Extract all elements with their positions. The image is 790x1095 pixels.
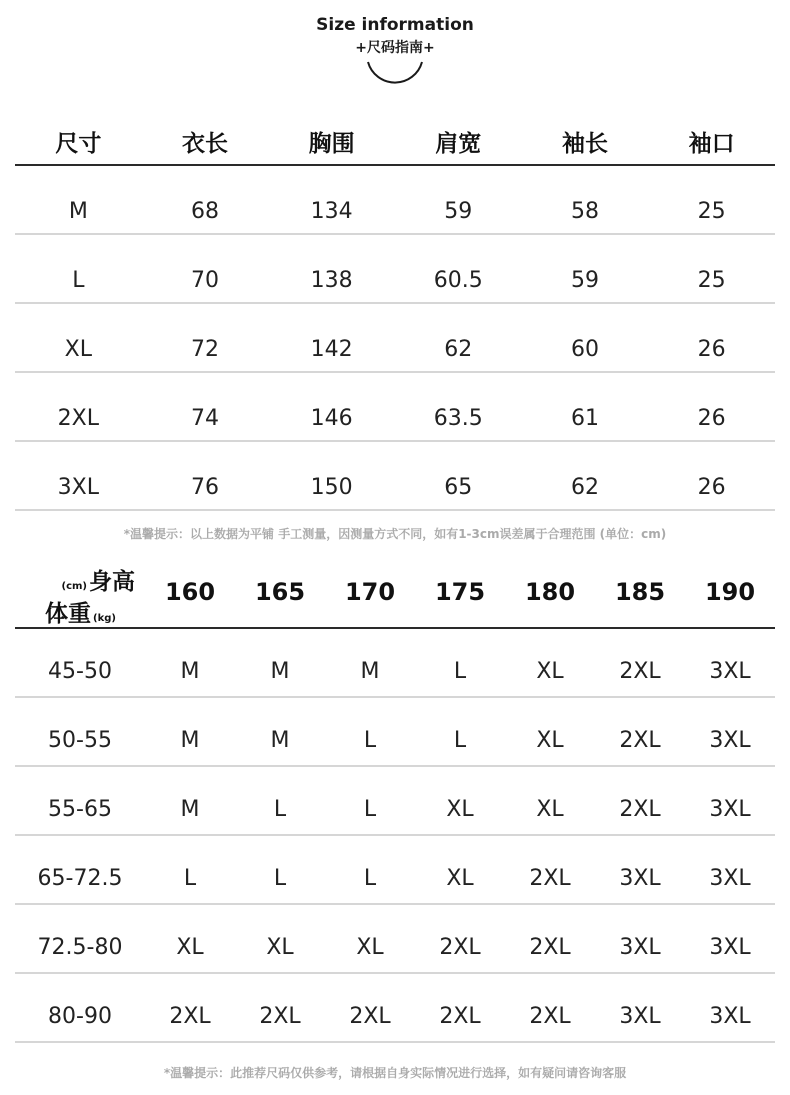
size-cell: M xyxy=(235,697,325,766)
height-axis-label: (cm)身高 xyxy=(61,569,135,595)
size-cell: XL xyxy=(505,766,595,835)
table-cell: 61 xyxy=(522,372,649,441)
recommendation-note: *温馨提示：此推荐尺码仅供参考，请根据自身实际情况进行选择，如有疑问请咨询客服 xyxy=(163,1066,627,1080)
size-cell: 2XL xyxy=(415,904,505,973)
table-cell: 65 xyxy=(395,441,522,510)
size-cell: 2XL xyxy=(505,835,595,904)
title-en: Size information xyxy=(316,15,474,35)
garment-size-table xyxy=(15,118,775,511)
size-cell: L xyxy=(325,766,415,835)
size-cell: L xyxy=(415,628,505,697)
weight-cell: 55-65 xyxy=(15,766,145,835)
size-cell: XL xyxy=(505,697,595,766)
table-cell: 62 xyxy=(522,441,649,510)
size-cell: L xyxy=(325,697,415,766)
size-cell: 2XL xyxy=(235,973,325,1042)
size-cell: 2XL xyxy=(595,766,685,835)
table-cell: 63.5 xyxy=(395,372,522,441)
table-cell: L xyxy=(15,234,142,303)
size-cell: XL xyxy=(505,628,595,697)
size-cell: M xyxy=(145,697,235,766)
column-header: 袖长 xyxy=(522,118,649,165)
table-cell: 134 xyxy=(268,165,395,234)
table-cell: 68 xyxy=(142,165,269,234)
weight-cell: 72.5-80 xyxy=(15,904,145,973)
table-cell: 74 xyxy=(142,372,269,441)
size-cell: M xyxy=(145,766,235,835)
arc-decoration-icon xyxy=(355,58,435,98)
table-cell: 142 xyxy=(268,303,395,372)
corner-header xyxy=(15,557,145,628)
size-cell: 3XL xyxy=(685,766,775,835)
table-cell: 59 xyxy=(522,234,649,303)
weight-cell: 50-55 xyxy=(15,697,145,766)
height-header: 170 xyxy=(325,557,415,628)
table-row xyxy=(15,372,775,441)
size-cell: 3XL xyxy=(595,973,685,1042)
size-cell: 2XL xyxy=(595,697,685,766)
weight-cell: 45-50 xyxy=(15,628,145,697)
table-cell: 25 xyxy=(648,234,775,303)
weight-axis-label: 体重 (kg) xyxy=(45,601,116,627)
table-row xyxy=(15,303,775,372)
size-cell: 2XL xyxy=(505,973,595,1042)
size-cell: L xyxy=(325,835,415,904)
height-header: 165 xyxy=(235,557,325,628)
size-cell: L xyxy=(235,835,325,904)
table-header-row xyxy=(15,557,775,628)
table-cell: 25 xyxy=(648,165,775,234)
table-row xyxy=(15,973,775,1042)
size-cell: XL xyxy=(415,835,505,904)
column-header: 袖口 xyxy=(648,118,775,165)
table-row xyxy=(15,628,775,697)
size-cell: XL xyxy=(325,904,415,973)
size-cell: 2XL xyxy=(325,973,415,1042)
table-cell: 26 xyxy=(648,303,775,372)
table-row xyxy=(15,835,775,904)
column-header: 衣长 xyxy=(142,118,269,165)
weight-cell: 65-72.5 xyxy=(15,835,145,904)
size-cell: 3XL xyxy=(595,835,685,904)
table-cell: 76 xyxy=(142,441,269,510)
size-cell: 3XL xyxy=(685,973,775,1042)
table-cell: 70 xyxy=(142,234,269,303)
weight-cell: 80-90 xyxy=(15,973,145,1042)
column-header: 胸围 xyxy=(268,118,395,165)
column-header: 肩宽 xyxy=(395,118,522,165)
table-cell: 2XL xyxy=(15,372,142,441)
table-row xyxy=(15,234,775,303)
measurement-note: *温馨提示：以上数据为平铺 手工测量，因测量方式不同，如有1-3cm误差属于合理范围 (单位：cm) xyxy=(123,527,667,541)
table-cell: 60.5 xyxy=(395,234,522,303)
column-header: 尺寸 xyxy=(15,118,142,165)
size-recommendation-table xyxy=(15,557,775,1043)
table-header-row xyxy=(15,118,775,165)
size-cell: M xyxy=(325,628,415,697)
table-row xyxy=(15,904,775,973)
table-cell: 58 xyxy=(522,165,649,234)
size-cell: L xyxy=(415,697,505,766)
size-cell: 3XL xyxy=(685,904,775,973)
size-cell: XL xyxy=(145,904,235,973)
title-cn: +尺码指南+ xyxy=(355,40,435,56)
table-cell: 26 xyxy=(648,441,775,510)
table-row xyxy=(15,165,775,234)
table-cell: XL xyxy=(15,303,142,372)
size-cell: 2XL xyxy=(505,904,595,973)
table-row xyxy=(15,766,775,835)
size-cell: L xyxy=(145,835,235,904)
height-header: 175 xyxy=(415,557,505,628)
size-cell: 2XL xyxy=(145,973,235,1042)
height-header: 190 xyxy=(685,557,775,628)
size-cell: 3XL xyxy=(685,628,775,697)
height-header: 160 xyxy=(145,557,235,628)
table-row xyxy=(15,441,775,510)
height-header: 185 xyxy=(595,557,685,628)
size-cell: 3XL xyxy=(685,697,775,766)
size-cell: 3XL xyxy=(595,904,685,973)
table-cell: 62 xyxy=(395,303,522,372)
table-cell: 138 xyxy=(268,234,395,303)
table-cell: 26 xyxy=(648,372,775,441)
height-header: 180 xyxy=(505,557,595,628)
table-cell: M xyxy=(15,165,142,234)
size-cell: M xyxy=(145,628,235,697)
size-cell: 2XL xyxy=(595,628,685,697)
size-cell: L xyxy=(235,766,325,835)
table-cell: 72 xyxy=(142,303,269,372)
size-cell: 2XL xyxy=(415,973,505,1042)
size-cell: XL xyxy=(235,904,325,973)
table-cell: 60 xyxy=(522,303,649,372)
size-cell: XL xyxy=(415,766,505,835)
table-cell: 150 xyxy=(268,441,395,510)
size-guide-header xyxy=(0,14,790,98)
size-cell: M xyxy=(235,628,325,697)
size-cell: 3XL xyxy=(685,835,775,904)
table-cell: 146 xyxy=(268,372,395,441)
table-row xyxy=(15,697,775,766)
table-cell: 59 xyxy=(395,165,522,234)
table-cell: 3XL xyxy=(15,441,142,510)
